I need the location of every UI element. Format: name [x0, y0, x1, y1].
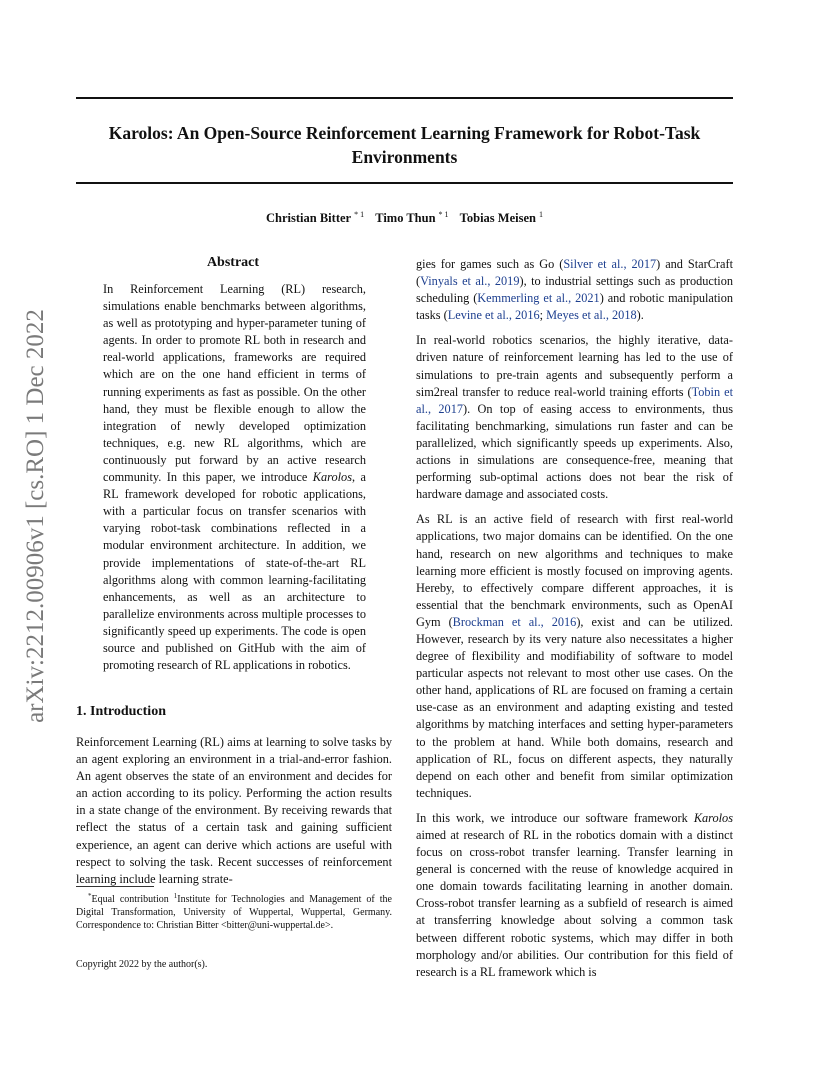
- citation-link[interactable]: Meyes et al., 2018: [546, 308, 637, 323]
- citation-link[interactable]: Tobin et al., 2017: [416, 384, 733, 416]
- paper-title: Karolos: An Open-Source Reinforcement Learning Framework for Robot-Task Environments: [108, 123, 701, 167]
- author-3: [460, 211, 543, 225]
- author-affiliation-marks: * 1: [354, 210, 365, 219]
- citation-link[interactable]: Brockman et al., 2016: [452, 614, 577, 629]
- author-name: Tobias Meisen: [459, 211, 536, 225]
- author-name: Christian Bitter: [266, 211, 352, 225]
- text: aimed at research of RL in the robotics domain with a distinct focus on cross-robot transfer learning. Transfer learning in general is concerned with the reuse of knowledge acquired in one domain towards facilitating learning in another domain. Cross-robot transfer learning as a subfield of research is aimed at transferring knowledge about solving a common task between different robotic systems, which may differ in both morphology and/or abilities. Our contribution for this field of research is a RL framework which is: [416, 828, 733, 979]
- abstract-text-end: , a RL framework developed for robotic applications, with a particular focus on transfer scenarios with varying robot-task combinations reflected in a modular environment architecture. In addition, we provide implementations of state-of-the-art RL algorithms along with common learning-facilitating enhancements, as well as an architecture to parallelize environments across multiple processes to significantly speed up experiments. The code is open source and published on GitHub with the aim of promoting research of RL applications in robotics.: [103, 470, 366, 673]
- citation-link[interactable]: Silver et al., 2017: [563, 257, 657, 271]
- paragraph-1: [416, 256, 733, 324]
- paragraph-2: [416, 332, 733, 503]
- text: ;: [539, 308, 547, 323]
- text: In this work, we introduce our software framework: [416, 810, 694, 825]
- text: ).: [636, 308, 644, 323]
- footnote-affiliation: Institute for Technologies and Management of the Digital Transformation, University of Wuppertal, Wuppertal, Germany. Correspondence to: Christian Bitter <bitter@uni-wuppertal.de>.: [76, 894, 392, 932]
- citation-link[interactable]: Levine et al., 2016: [447, 308, 540, 323]
- footnote-affiliation-mark: 1: [173, 892, 178, 900]
- author-affiliation-marks: 1: [538, 210, 543, 219]
- abstract-body: [103, 281, 366, 674]
- author-list: [76, 210, 733, 226]
- text: ) and StarCraft (: [416, 257, 733, 289]
- right-column: [416, 256, 733, 989]
- footnote-star-mark: *: [88, 892, 92, 900]
- author-2: [375, 211, 448, 225]
- introduction-heading: 1. Introduction: [76, 704, 166, 719]
- author-name: Timo Thun: [375, 211, 436, 225]
- paragraph-3: [416, 511, 733, 802]
- text: As RL is an active field of research with first real-world applications, two major domains can be identified. On the one hand, research on new algorithms and techniques to make learning more efficient is mostly focused on improving agents. Hereby, to effectively compare different approaches, it is essential that the benchmark environments, such as OpenAI Gym (: [416, 512, 733, 629]
- abstract-heading: Abstract: [206, 255, 260, 270]
- text: ) and robotic manipulation tasks (: [416, 291, 733, 323]
- paragraph-4: [416, 810, 733, 981]
- copyright-notice: Copyright 2022 by the author(s).: [76, 959, 208, 970]
- framework-name: Karolos: [693, 810, 733, 825]
- footnote: [76, 890, 392, 933]
- introduction-paragraph: Reinforcement Learning (RL) aims at learning to solve tasks by an agent exploring an environment in a trial-and-error fashion. An agent observes the state of an environment and decides for an action according to its policy. Performing the action results in a state change of the environment. By receiving rewards that reflect the status of a certain task and gaining sufficient experience, an agent can derive which actions are useful with respect to solving the task. Recent successes of reinforcement learning include learning strate-: [76, 735, 392, 886]
- abstract-text-start: In Reinforcement Learning (RL) research, simulations enable benchmarks between algorithms, as well as prototyping and hyper-parameter tuning of agents. In order to promote RL both in research and real-world applications, frameworks are required which are on the one hand efficient in terms of running experiments as fast as possible. On the other hand, they must be flexible enough to allow the integration of newly developed optimization techniques, e.g. new RL algorithms, which are continuously put forward by an active research community. In this paper, we introduce: [103, 282, 366, 485]
- author-1: [266, 211, 364, 225]
- arxiv-side-label: arXiv:2212.00906v1 [cs.RO] 1 Dec 2022: [22, 309, 49, 723]
- citation-link[interactable]: Vinyals et al., 2019: [420, 274, 520, 289]
- text: gies for games such as Go (: [416, 257, 564, 271]
- footnote-rule: [76, 886, 154, 887]
- title-top-rule: [76, 97, 733, 99]
- title-bottom-rule: [76, 182, 733, 184]
- text: ). On top of easing access to environments, thus facilitating benchmarking, simulations run faster and can be parallelized, which significantly speeds up experiments. Also, actions in simulations are consequence-free, meaning that performing sub-optimal actions does not bear the risk of hardware damage and associated costs.: [416, 401, 734, 502]
- footnote-equal-contribution: Equal contribution: [91, 894, 174, 905]
- text: ), exist and can be utilized. However, research by its very nature also necessitates a higher degree of flexibility and modifiability of software to model particular aspects not relevant to most other use cases. On the other hand, applications of RL are focused on framing a certain use-case as an environment and adapting existing and tested algorithms by matching interfaces and setting hyper-parameters to the problem at hand. While both domains, research and application of RL, focus on different aspects, they naturally depend on each other and benefit from similar optimization techniques.: [416, 614, 733, 800]
- text: In real-world robotics scenarios, the highly iterative, data-driven nature of reinforcement learning has led to the use of simulations to pre-train agents and subsequently perform a sim2real transfer to reduce real-world training efforts (: [416, 333, 733, 399]
- framework-name: Karolos: [312, 470, 352, 485]
- author-affiliation-marks: * 1: [438, 210, 449, 219]
- text: ), to industrial settings such as production scheduling (: [416, 274, 733, 306]
- citation-link[interactable]: Kemmerling et al., 2021: [477, 291, 600, 306]
